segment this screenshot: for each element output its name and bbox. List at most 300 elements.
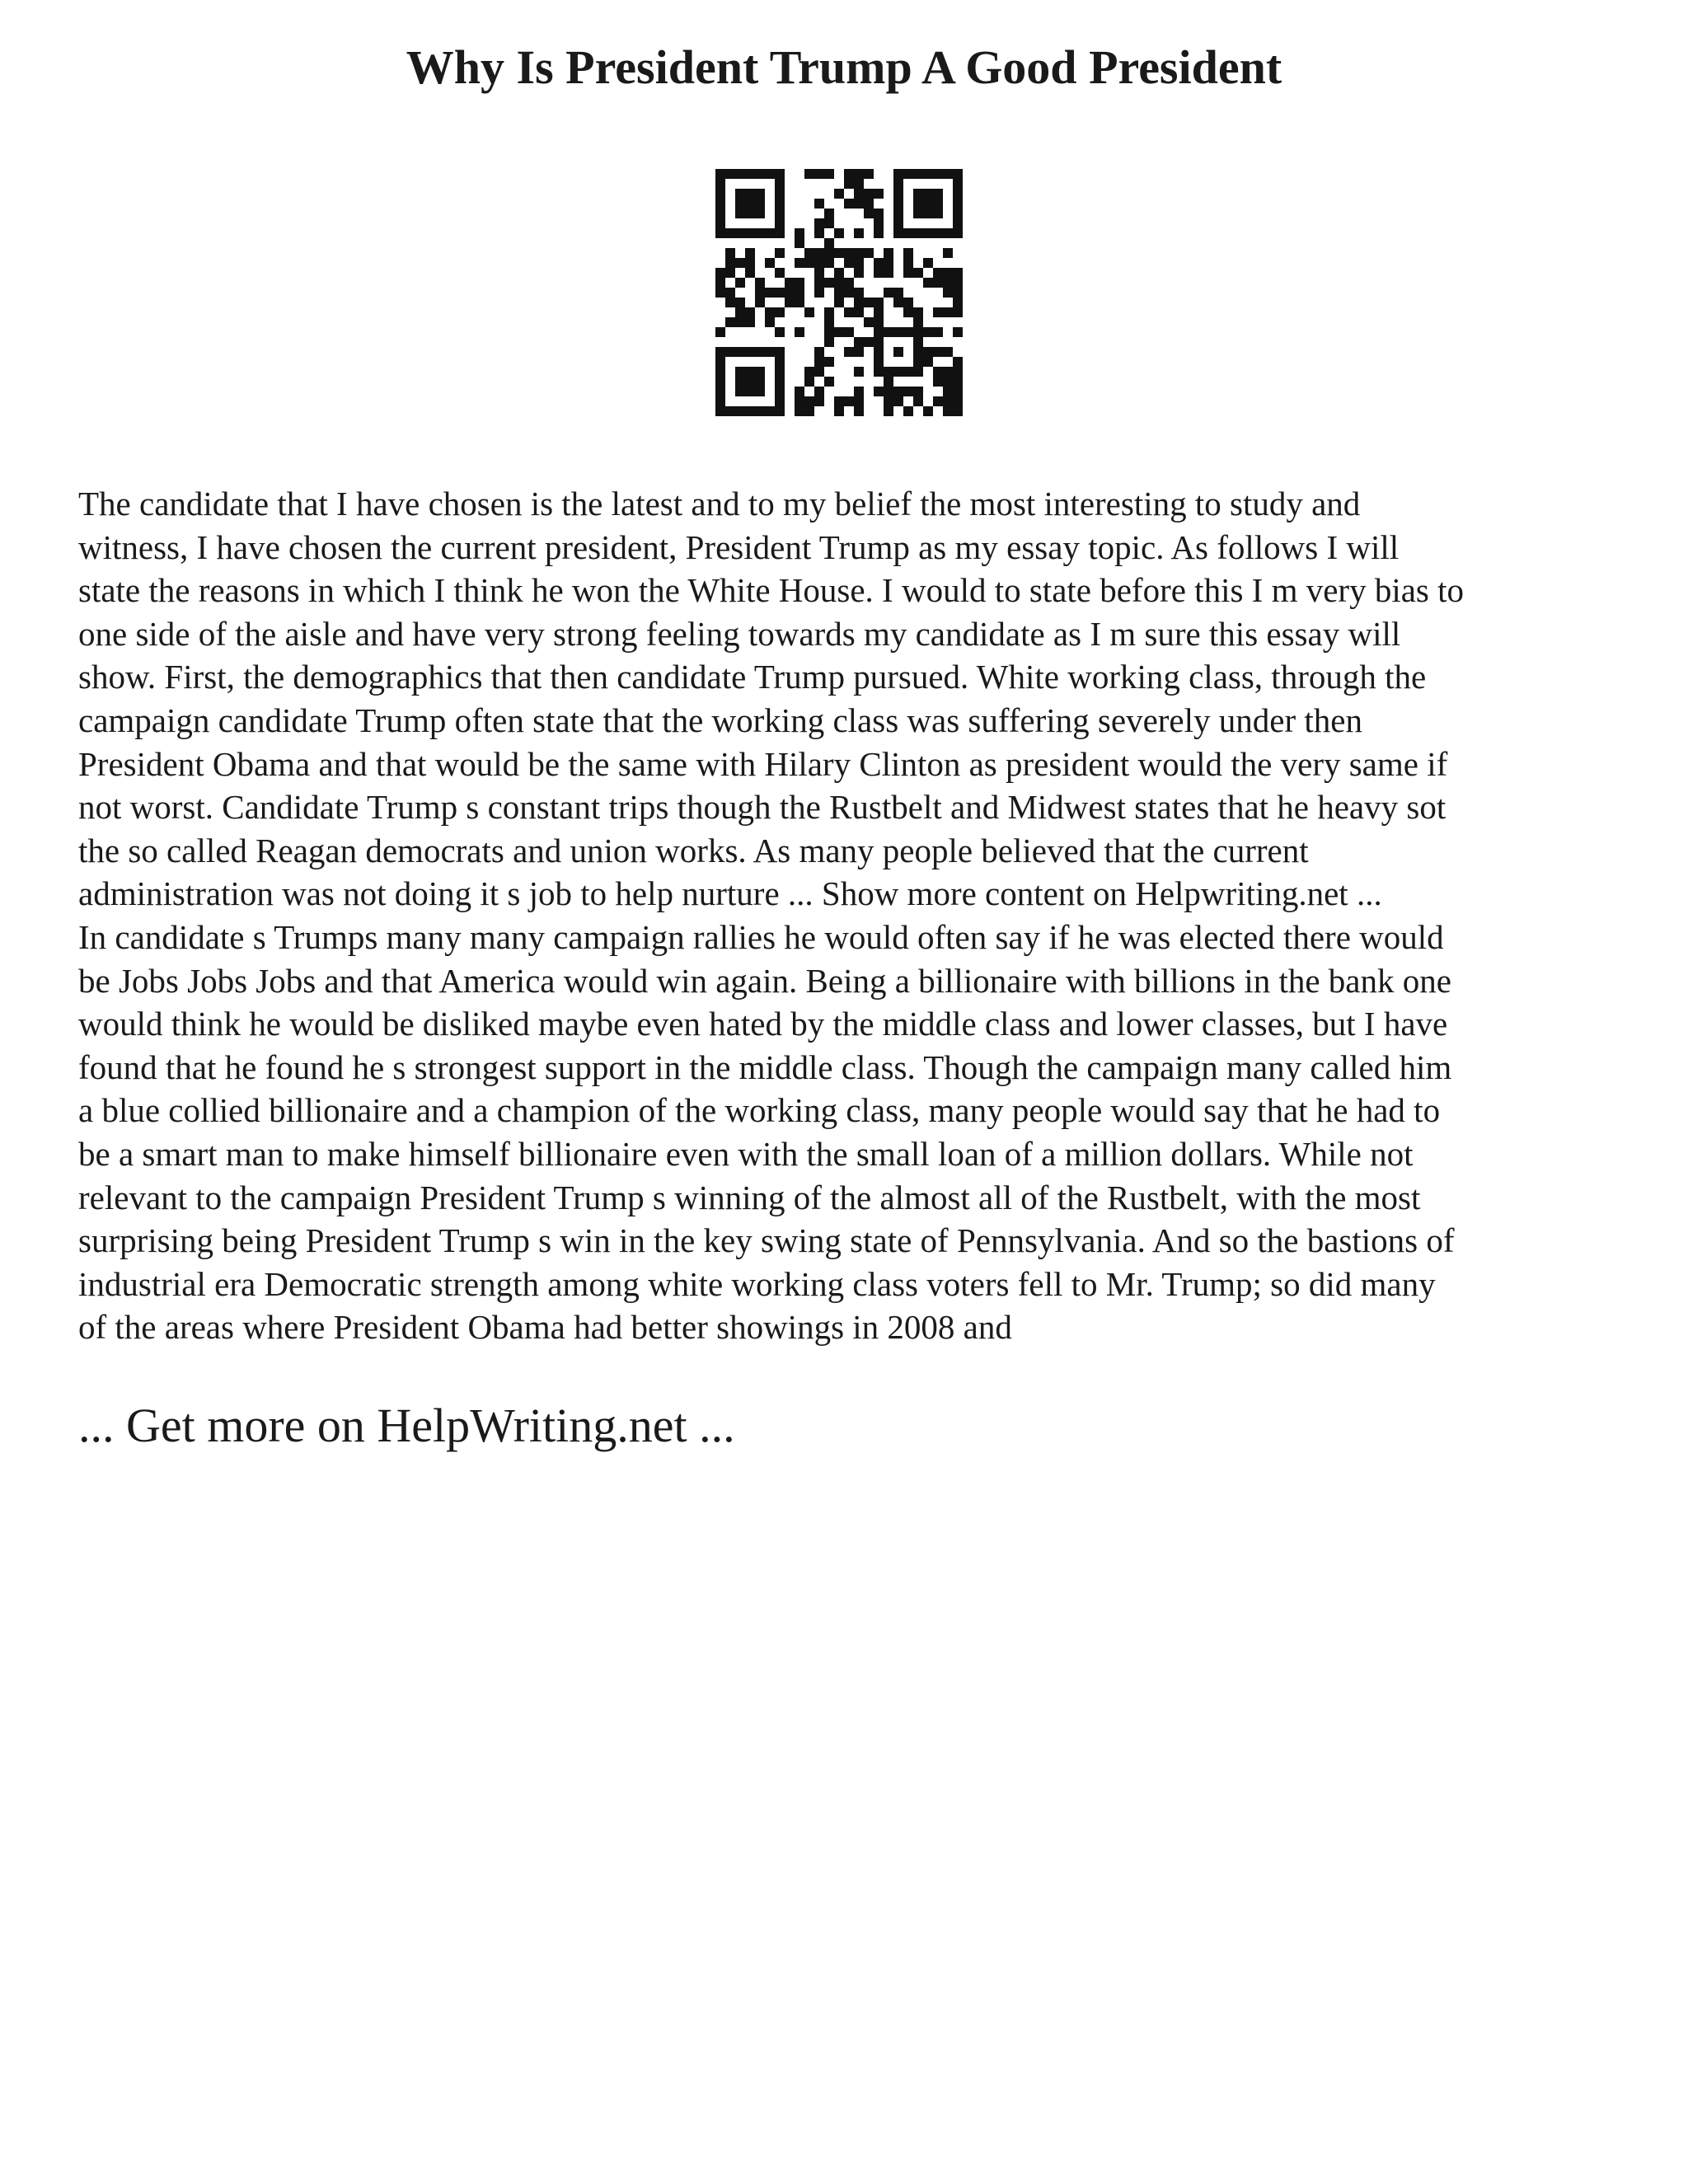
qr-module: [804, 406, 814, 416]
qr-module: [765, 288, 775, 298]
qr-module: [893, 347, 903, 357]
qr-module: [903, 327, 913, 337]
qr-module: [755, 278, 765, 288]
qr-module: [913, 367, 923, 377]
qr-module: [735, 307, 745, 317]
qr-module: [804, 367, 814, 377]
qr-module: [735, 228, 745, 238]
qr-module: [775, 387, 785, 396]
qr-module: [814, 367, 824, 377]
qr-module: [844, 179, 854, 189]
qr-module: [854, 307, 864, 317]
qr-module: [893, 387, 903, 396]
qr-module: [775, 327, 785, 337]
qr-module: [913, 169, 923, 179]
qr-module: [884, 258, 893, 268]
qr-module: [953, 189, 963, 199]
qr-module: [854, 347, 864, 357]
essay-line: administration was not doing it s job to help nurture ... Show more content on Helpwriting.net ...: [78, 874, 1382, 913]
qr-module: [834, 228, 844, 238]
essay-line: President Obama and that would be the same with Hilary Clinton as president would the very same if: [78, 744, 1448, 783]
qr-module: [854, 396, 864, 406]
essay-line: state the reasons in which I think he won the White House. I would to state before this I m very bias to: [78, 571, 1464, 610]
qr-module: [874, 347, 884, 357]
qr-module: [775, 228, 785, 238]
qr-module: [923, 327, 933, 337]
qr-module: [725, 169, 735, 179]
qr-module: [824, 327, 834, 337]
qr-module: [765, 228, 775, 238]
qr-module: [903, 169, 913, 179]
qr-module: [913, 189, 923, 199]
qr-module: [844, 288, 854, 298]
qr-module: [874, 327, 884, 337]
qr-module: [923, 209, 933, 218]
qr-module: [755, 367, 765, 377]
qr-module: [824, 377, 834, 387]
qr-module: [824, 317, 834, 327]
qr-module: [874, 317, 884, 327]
qr-module: [874, 298, 884, 307]
qr-module: [874, 357, 884, 367]
qr-module: [755, 347, 765, 357]
qr-module: [854, 288, 864, 298]
qr-module: [903, 406, 913, 416]
qr-module: [824, 169, 834, 179]
qr-module: [745, 248, 755, 258]
qr-module: [775, 406, 785, 416]
qr-module: [795, 396, 804, 406]
qr-module: [715, 396, 725, 406]
qr-module: [874, 218, 884, 228]
qr-module: [854, 169, 864, 179]
qr-module: [715, 347, 725, 357]
qr-module: [824, 218, 834, 228]
qr-module: [903, 367, 913, 377]
qr-module: [913, 396, 923, 406]
qr-module: [735, 209, 745, 218]
essay-line: industrial era Democratic strength among white working class voters fell to Mr. Trump; so did many: [78, 1264, 1436, 1303]
qr-module: [735, 258, 745, 268]
essay-line: not worst. Candidate Trump s constant trips though the Rustbelt and Midwest states that he heavy sot: [78, 788, 1447, 827]
qr-module: [795, 238, 804, 248]
qr-module: [943, 406, 953, 416]
qr-module: [745, 307, 755, 317]
qr-module: [735, 347, 745, 357]
qr-module: [874, 268, 884, 278]
qr-module: [893, 199, 903, 209]
qr-module: [844, 278, 854, 288]
qr-module: [864, 199, 874, 209]
qr-module: [735, 377, 745, 387]
qr-module: [745, 268, 755, 278]
qr-module: [923, 189, 933, 199]
qr-module: [893, 327, 903, 337]
qr-module: [864, 317, 874, 327]
qr-module: [775, 367, 785, 377]
qr-module: [735, 387, 745, 396]
essay-line: The candidate that I have chosen is the latest and to my belief the most interesting to study and: [78, 485, 1361, 523]
qr-module: [834, 248, 844, 258]
qr-module: [745, 406, 755, 416]
qr-module: [715, 387, 725, 396]
qr-module: [903, 298, 913, 307]
qr-module: [913, 327, 923, 337]
qr-module: [893, 228, 903, 238]
qr-module: [884, 327, 893, 337]
qr-module: [933, 396, 943, 406]
essay-line: In candidate s Trumps many many campaign rallies he would often say if he was elected there would: [78, 917, 1444, 956]
qr-module: [725, 347, 735, 357]
qr-module: [943, 248, 953, 258]
qr-module: [844, 396, 854, 406]
get-more-link[interactable]: ... Get more on HelpWriting.net ...: [78, 1399, 735, 1452]
qr-module: [943, 288, 953, 298]
qr-module: [893, 367, 903, 377]
essay-line: relevant to the campaign President Trump s winning of the almost all of the Rustbelt, with the most: [78, 1178, 1421, 1216]
qr-module: [765, 406, 775, 416]
qr-module: [775, 307, 785, 317]
qr-module: [715, 377, 725, 387]
qr-module: [953, 218, 963, 228]
qr-module: [913, 347, 923, 357]
qr-module: [864, 169, 874, 179]
qr-module: [874, 387, 884, 396]
qr-module: [804, 396, 814, 406]
qr-module: [755, 377, 765, 387]
qr-module: [765, 258, 775, 268]
qr-module: [953, 307, 963, 317]
qr-module: [884, 268, 893, 278]
qr-module: [864, 298, 874, 307]
qr-module: [804, 377, 814, 387]
qr-module: [755, 298, 765, 307]
qr-module: [795, 298, 804, 307]
qr-module: [814, 357, 824, 367]
qr-module: [814, 169, 824, 179]
qr-module: [715, 209, 725, 218]
qr-module: [854, 406, 864, 416]
qr-module: [893, 179, 903, 189]
qr-module: [913, 307, 923, 317]
qr-module: [824, 307, 834, 317]
qr-module: [953, 327, 963, 337]
qr-module: [834, 189, 844, 199]
qr-module: [814, 268, 824, 278]
qr-module: [884, 248, 893, 258]
qr-module: [755, 209, 765, 218]
qr-module: [844, 199, 854, 209]
qr-module: [735, 169, 745, 179]
qr-module: [903, 307, 913, 317]
qr-module: [854, 268, 864, 278]
qr-module: [913, 228, 923, 238]
qr-module: [775, 377, 785, 387]
qr-module: [834, 327, 844, 337]
qr-module: [854, 387, 864, 396]
qr-module: [745, 189, 755, 199]
qr-module: [804, 258, 814, 268]
qr-module: [844, 307, 854, 317]
qr-module: [824, 278, 834, 288]
qr-module: [953, 367, 963, 377]
qr-module: [834, 288, 844, 298]
qr-module: [814, 218, 824, 228]
qr-module: [933, 367, 943, 377]
qr-module: [953, 298, 963, 307]
qr-module: [795, 228, 804, 238]
qr-module: [884, 288, 893, 298]
qr-module: [775, 396, 785, 406]
qr-module: [775, 347, 785, 357]
qr-module: [775, 189, 785, 199]
qr-module: [933, 169, 943, 179]
qr-module: [884, 377, 893, 387]
qr-module: [824, 357, 834, 367]
qr-module: [854, 248, 864, 258]
qr-module: [814, 258, 824, 268]
qr-module: [913, 209, 923, 218]
qr-module: [814, 387, 824, 396]
qr-module: [795, 406, 804, 416]
essay-line: show. First, the demographics that then candidate Trump pursued. White working class, through the: [78, 658, 1427, 696]
qr-module: [854, 258, 864, 268]
qr-module: [893, 218, 903, 228]
qr-module: [913, 387, 923, 396]
qr-module: [943, 278, 953, 288]
qr-module: [903, 387, 913, 396]
qr-module: [933, 347, 943, 357]
qr-module: [854, 367, 864, 377]
qr-module: [715, 268, 725, 278]
qr-module: [893, 189, 903, 199]
qr-module: [725, 248, 735, 258]
qr-module: [854, 189, 864, 199]
qr-module: [745, 367, 755, 377]
qr-module: [923, 169, 933, 179]
qr-module: [943, 169, 953, 179]
qr-module: [725, 228, 735, 238]
qr-module: [903, 268, 913, 278]
qr-module: [715, 228, 725, 238]
qr-module: [854, 337, 864, 347]
qr-module: [854, 179, 864, 189]
qr-module: [874, 367, 884, 377]
qr-module: [933, 189, 943, 199]
qr-module: [745, 258, 755, 268]
qr-module: [834, 278, 844, 288]
essay-line: be a smart man to make himself billionaire even with the small loan of a million dollars. While not: [78, 1134, 1414, 1173]
qr-module: [725, 298, 735, 307]
qr-module: [824, 238, 834, 248]
qr-module: [943, 396, 953, 406]
qr-module: [765, 317, 775, 327]
qr-module: [745, 347, 755, 357]
qr-module: [735, 189, 745, 199]
qr-module: [775, 268, 785, 278]
qr-module: [745, 228, 755, 238]
qr-module: [923, 228, 933, 238]
qr-module: [715, 189, 725, 199]
qr-module: [933, 199, 943, 209]
qr-module: [775, 179, 785, 189]
qr-module: [765, 307, 775, 317]
qr-module: [814, 288, 824, 298]
qr-module: [775, 169, 785, 179]
qr-module: [765, 347, 775, 357]
qr-module: [933, 268, 943, 278]
qr-module: [804, 248, 814, 258]
essay-line: a blue collied billionaire and a champion of the working class, many people would say that he had to: [78, 1091, 1441, 1130]
qr-module: [715, 288, 725, 298]
qr-module: [844, 327, 854, 337]
qr-module: [933, 209, 943, 218]
qr-module: [745, 387, 755, 396]
qr-module: [755, 387, 765, 396]
qr-module: [893, 209, 903, 218]
qr-module: [943, 347, 953, 357]
qr-module: [725, 258, 735, 268]
qr-module: [715, 169, 725, 179]
qr-module: [923, 258, 933, 268]
qr-module: [735, 367, 745, 377]
qr-module: [804, 169, 814, 179]
essay-line: witness, I have chosen the current president, President Trump as my essay topic. As follows I will: [78, 527, 1400, 566]
qr-module: [903, 258, 913, 268]
essay-line: would think he would be disliked maybe even hated by the middle class and lower classes, but I have: [78, 1005, 1448, 1043]
qr-module: [913, 199, 923, 209]
qr-module: [903, 228, 913, 238]
qr-module: [953, 396, 963, 406]
qr-module: [725, 268, 735, 278]
qr-module: [814, 396, 824, 406]
qr-module: [953, 357, 963, 367]
qr-module: [795, 278, 804, 288]
essay-line: found that he found he s strongest support in the middle class. Though the campaign many called him: [78, 1047, 1452, 1086]
qr-module: [814, 248, 824, 258]
qr-module: [844, 248, 854, 258]
qr-module: [884, 387, 893, 396]
qr-module: [824, 337, 834, 347]
qr-module: [745, 199, 755, 209]
qr-module: [943, 377, 953, 387]
qr-module: [715, 179, 725, 189]
qr-module: [864, 209, 874, 218]
qr-module: [913, 268, 923, 278]
essay-body: [78, 482, 1628, 1349]
qr-module: [765, 169, 775, 179]
qr-module: [834, 298, 844, 307]
qr-module: [903, 248, 913, 258]
qr-module: [913, 357, 923, 367]
qr-module: [795, 258, 804, 268]
qr-module: [913, 337, 923, 347]
qr-module: [864, 248, 874, 258]
essay-line: the so called Reagan democrats and union works. As many people believed that the current: [78, 831, 1309, 869]
qr-module: [715, 327, 725, 337]
qr-module: [943, 367, 953, 377]
qr-module: [874, 189, 884, 199]
qr-module: [775, 248, 785, 258]
qr-module: [735, 298, 745, 307]
page-title: Why Is President Trump A Good President: [406, 40, 1282, 94]
qr-module: [864, 189, 874, 199]
qr-module: [953, 387, 963, 396]
essay-line: be Jobs Jobs Jobs and that America would win again. Being a billionaire with billions in the bank one: [78, 961, 1451, 1000]
qr-module: [874, 258, 884, 268]
qr-module: [893, 169, 903, 179]
qr-module: [933, 228, 943, 238]
qr-module: [715, 278, 725, 288]
qr-module: [725, 406, 735, 416]
qr-module: [735, 317, 745, 327]
qr-module: [953, 199, 963, 209]
qr-module: [933, 377, 943, 387]
qr-module: [943, 228, 953, 238]
qr-module: [874, 228, 884, 238]
qr-module: [923, 406, 933, 416]
qr-module: [755, 288, 765, 298]
qr-module: [755, 199, 765, 209]
qr-module: [953, 169, 963, 179]
qr-module: [735, 199, 745, 209]
qr-module: [854, 228, 864, 238]
qr-module: [775, 218, 785, 228]
qr-module: [755, 169, 765, 179]
qr-module: [923, 199, 933, 209]
qr-module: [795, 288, 804, 298]
essay-line: one side of the aisle and have very strong feeling towards my candidate as I m sure this essay will: [78, 614, 1401, 653]
qr-module: [775, 199, 785, 209]
qr-module: [834, 406, 844, 416]
qr-module: [923, 357, 933, 367]
qr-module: [715, 199, 725, 209]
essay-line: campaign candidate Trump often state that the working class was suffering severely under then: [78, 701, 1362, 739]
qr-module: [844, 258, 854, 268]
qr-module: [834, 268, 844, 278]
qr-module: [735, 278, 745, 288]
qr-module: [715, 367, 725, 377]
qr-module: [725, 288, 735, 298]
qr-module: [884, 396, 893, 406]
essay-line: surprising being President Trump s win in the key swing state of Pennsylvania. And so the bastions of: [78, 1221, 1455, 1260]
qr-module: [755, 189, 765, 199]
qr-module: [953, 179, 963, 189]
qr-module: [804, 307, 814, 317]
qr-module: [874, 337, 884, 347]
qr-module: [884, 367, 893, 377]
qr-module: [735, 406, 745, 416]
qr-module: [943, 268, 953, 278]
qr-module: [864, 337, 874, 347]
qr-module: [953, 209, 963, 218]
qr-module: [874, 209, 884, 218]
qr-module: [953, 278, 963, 288]
qr-module: [745, 209, 755, 218]
qr-module: [745, 169, 755, 179]
qr-module: [893, 298, 903, 307]
qr-module: [775, 288, 785, 298]
qr-module: [715, 406, 725, 416]
qr-module: [953, 228, 963, 238]
qr-module: [953, 377, 963, 387]
qr-module: [715, 357, 725, 367]
qr-module: [745, 377, 755, 387]
qr-module: [824, 248, 834, 258]
qr-module: [824, 209, 834, 218]
qr-module: [834, 396, 844, 406]
qr-module: [953, 288, 963, 298]
